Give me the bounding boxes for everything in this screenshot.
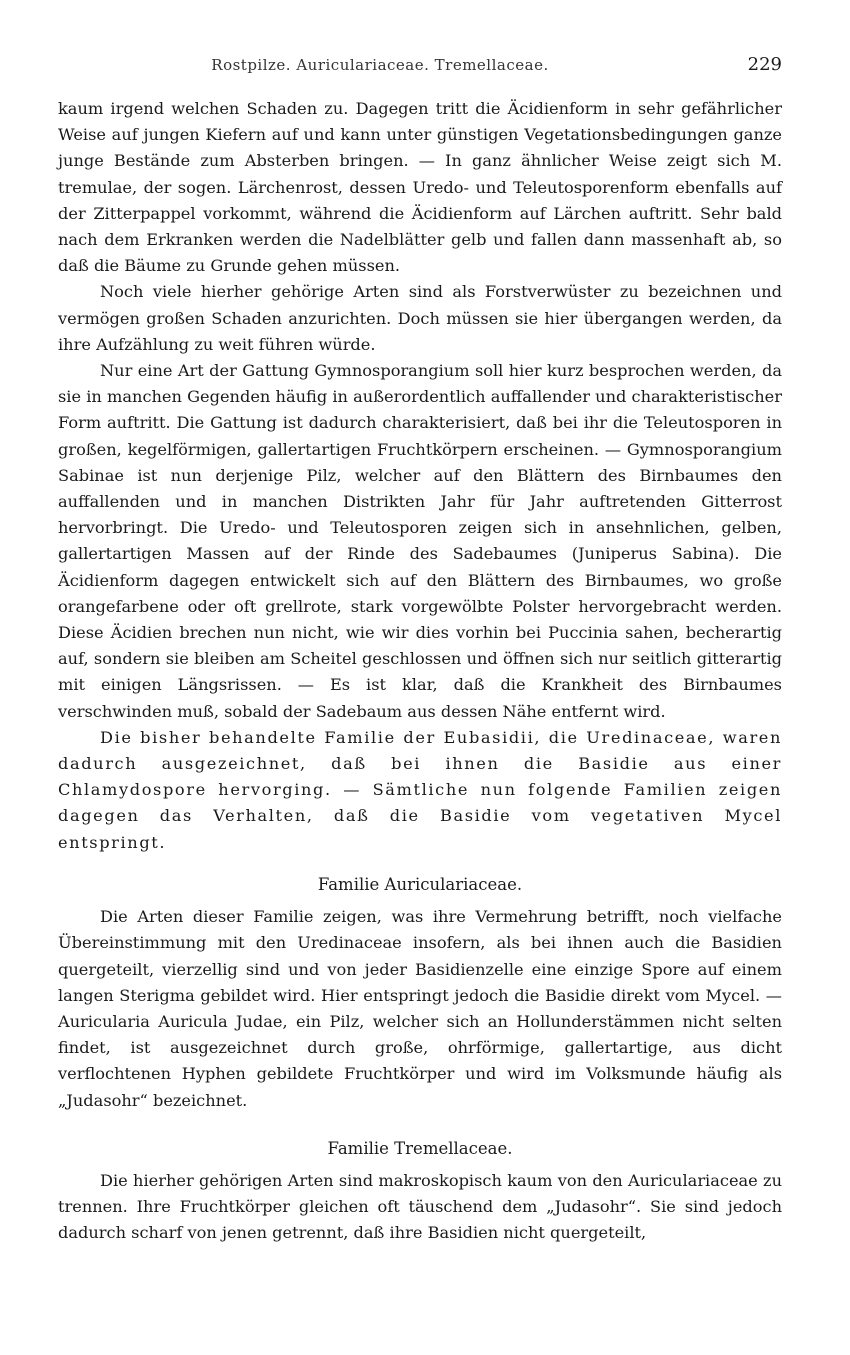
paragraph-auriculariaceae: Die Arten dieser Familie zeigen, was ihre Vermehrung betrifft, noch vielfache Übereinstimmung mit den Uredinaceae insofern, als bei ihnen auch die Basidien quergeteilt, vierzellig sind und von jeder Basidienzelle eine einzige Spore auf einem langen Sterigma gebildet wird. Hier entspringt jedoch die Basidie direkt vom Mycel. — Auricularia Auricula Judae, ein Pilz, welcher sich an Hollunderstämmen nicht selten findet, ist ausgezeichnet durch große, ohrförmige, gallertartige, aus dicht verflochtenen Hyphen gebildete Fruchtkörper und wird im Volksmunde häufig als „Judasohr“ bezeichnet. (58, 907, 782, 1110)
paragraph-forest-pests: Noch viele hierher gehörige Arten sind als Forstverwüster zu bezeichnen und vermögen großen Schaden anzurichten. Doch müssen sie hier übergangen werden, da ihre Aufzählung zu weit führen würde. (58, 282, 782, 354)
paragraph-gymnosporangium: Nur eine Art der Gattung Gymnosporangium soll hier kurz besprochen werden, da sie in manchen Gegenden häufig in außerordentlich auffallender und charakteristischer Form auftritt. Die Gattung ist dadurch charakterisiert, daß bei ihr die Teleutosporen in großen, kegelförmigen, gallertartigen Fruchtkörpern erscheinen. — Gymnosporangium Sabinae ist nun derjenige Pilz, welcher auf den Blättern des Birnbaumes den auffallenden und in manchen Distrikten Jahr für Jahr auftretenden Gitterrost hervorbringt. Die Uredo- und Teleutosporen zeigen sich in ansehnlichen, gelben, gallertartigen Massen auf der Rinde des Sadebaumes (Juniperus Sabina). Die Äcidienform dagegen entwickelt sich auf den Blättern des Birnbaumes, wo große orangefarbene oder oft grellrote, stark vorgewölbte Polster hervorgebracht werden. Diese Äcidien brechen nun nicht, wie wir dies vorhin bei Puccinia sahen, becherartig auf, sondern sie bleiben am Scheitel geschlossen und öffnen sich nur seitlich gitterartig mit einigen Längsrissen. — Es ist klar, daß die Krankheit des Birnbaumes verschwinden muß, sobald der Sadebaum aus dessen Nähe entfernt wird. (58, 361, 782, 721)
page-header (58, 52, 782, 82)
section-heading-tremellaceae: Familie Tremellaceae. (327, 1138, 513, 1158)
page-body (58, 96, 782, 1247)
paragraph-tremellaceae: Die hierher gehörigen Arten sind makroskopisch kaum von den Auriculariaceae zu trennen. Ihre Fruchtkörper gleichen oft täuschend dem „Judasohr“. Sie sind jedoch dadurch scharf von jenen getrennt, daß ihre Basidien nicht quergeteilt, (58, 1170, 782, 1243)
book-page (58, 52, 782, 1247)
paragraph-eubasidii-summary: Die bisher behandelte Familie der Eubasidii, die Uredinaceae, waren dadurch ausgezeichnet, daß bei ihnen die Basidie aus einer Chlamydospore hervorging. — Sämtliche nun folgende Familien zeigen dagegen das Verhalten, daß die Basidie vom vegetativen Mycel entspringt. (58, 727, 782, 852)
paragraph-continuation: kaum irgend welchen Schaden zu. Dagegen tritt die Äcidienform in sehr gefährlicher Weise auf jungen Kiefern auf und kann unter günstigen Vegetationsbedingungen ganze junge Bestände zum Absterben bringen. — In ganz ähnlicher Weise zeigt sich M. tremulae, der sogen. Lärchenrost, dessen Uredo- und Teleutosporenform ebenfalls auf der Zitterpappel vorkommt, während die Äcidienform auf Lärchen auftritt. Sehr bald nach dem Erkranken werden die Nadelblätter gelb und fallen dann massenhaft ab, so daß die Bäume zu Grunde gehen müssen. (58, 99, 782, 276)
running-head: Rostpilze. Auriculariaceae. Tremellaceae. (211, 56, 549, 74)
section-heading-auriculariaceae: Familie Auriculariaceae. (317, 874, 523, 894)
page-number: 229 (747, 54, 782, 75)
